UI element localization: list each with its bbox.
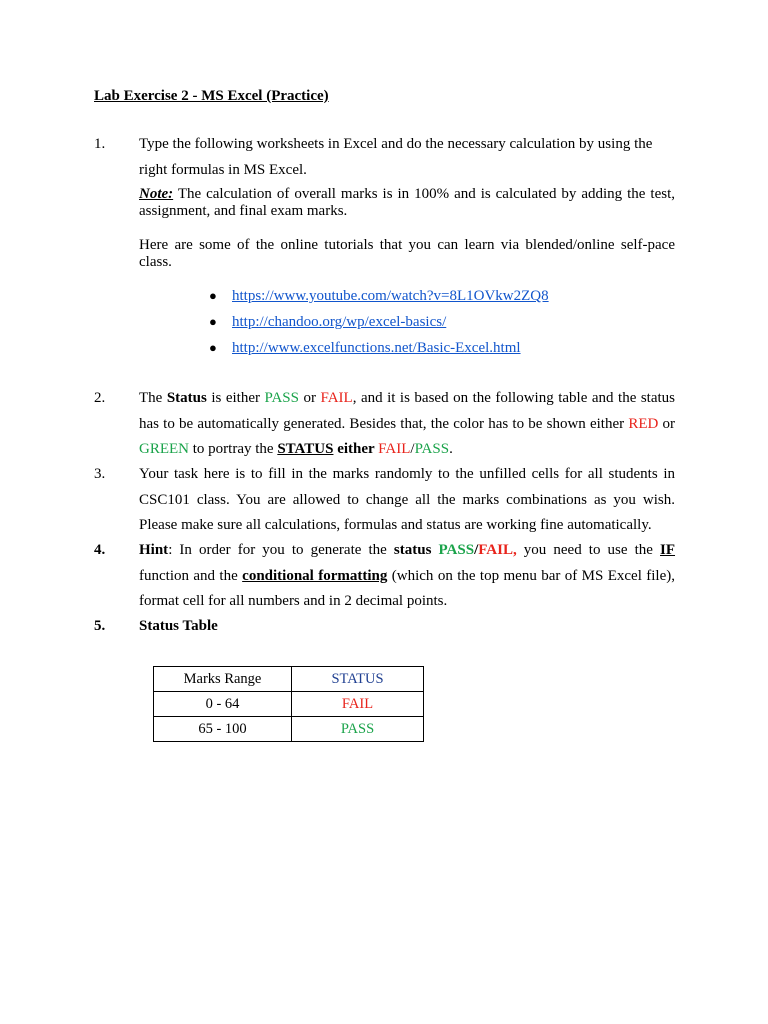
bullet-icon: ● — [209, 288, 217, 303]
item-1-line-1: Type the following worksheets in Excel and do the necessary calculation by using the — [139, 136, 653, 152]
table-header-row — [154, 667, 424, 692]
item-2-text-part: or — [298, 390, 321, 406]
item-5-number: 5. — [94, 618, 106, 634]
note-label: Note: — [139, 186, 174, 202]
cell-range: 65 - 100 — [154, 717, 292, 742]
page-title: Lab Exercise 2 - MS Excel (Practice) — [94, 88, 329, 104]
item-4-text — [139, 538, 675, 615]
item-1-note — [139, 186, 675, 220]
table-row — [154, 692, 424, 717]
item-5-label: Status Table — [139, 618, 218, 634]
cell-range: 0 - 64 — [154, 692, 292, 717]
item-2-number: 2. — [94, 390, 106, 406]
slash: / — [410, 441, 415, 457]
item-4-text-part: you need to use the — [516, 542, 661, 558]
red-word: RED — [628, 415, 659, 432]
tutorial-link-excelfunctions[interactable]: http://www.excelfunctions.net/Basic-Excel.html — [232, 340, 521, 356]
item-1-line-2: right formulas in MS Excel. — [139, 161, 307, 178]
item-3-number: 3. — [94, 466, 106, 482]
item-1-number: 1. — [94, 136, 106, 152]
tutorial-link-youtube[interactable]: https://www.youtube.com/watch?v=8L1OVkw2ZQ8 — [232, 288, 549, 304]
item-2-text-part: is either — [206, 390, 265, 406]
item-2-text — [139, 386, 675, 463]
if-word: IF — [660, 542, 676, 558]
item-2-text-part: or — [658, 415, 675, 432]
slash: / — [474, 542, 479, 558]
green-word: GREEN — [139, 441, 189, 457]
cell-status-fail: FAIL — [292, 692, 424, 717]
item-2-text-part: The — [139, 390, 167, 406]
item-2-text-part: , and it is based on the following table and the status has to be automatically generated. Besides that, the color has to be shown either — [139, 390, 676, 432]
item-1-text — [139, 132, 675, 183]
bullet-icon: ● — [209, 340, 217, 355]
cell-status-pass: PASS — [292, 717, 424, 742]
status-caps-word: STATUS — [277, 441, 334, 457]
item-4-text-part: function and the — [139, 567, 243, 584]
item-3-text: Your task here is to fill in the marks randomly to the unfilled cells for all students in CSC101 class. You are allowed to change all the marks combinations as you wish. Please make sure all calculations, formulas and status are working fine automatically. — [139, 466, 675, 533]
pass-word: PASS — [414, 441, 450, 457]
item-4-number: 4. — [94, 542, 106, 558]
header-status: STATUS — [292, 667, 424, 692]
fail-word: FAIL — [320, 390, 353, 406]
status-word: status — [393, 542, 432, 558]
item-1-tutorials: Here are some of the online tutorials that you can learn via blended/online self-pace class. — [139, 237, 675, 270]
conditional-formatting-word: conditional formatting — [242, 567, 388, 584]
bullet-icon: ● — [209, 314, 217, 329]
item-4-text-part: (which on the top menu bar of MS Excel file), format cell for all numbers and in 2 decimal points. — [139, 567, 675, 609]
pass-word: PASS — [438, 542, 475, 558]
note-text: The calculation of overall marks is in 100% and is calculated by adding the test, assignment, and final exam marks. — [139, 186, 675, 219]
period: . — [449, 441, 453, 457]
header-marks-range: Marks Range — [154, 667, 292, 692]
item-2-text-part: to portray the — [189, 441, 278, 457]
status-word: Status — [166, 390, 207, 406]
fail-word: FAIL — [378, 441, 411, 457]
table-row — [154, 717, 424, 742]
status-table — [153, 666, 424, 742]
pass-word: PASS — [264, 390, 299, 406]
item-4-text-part: : In order for you to generate the — [168, 542, 394, 558]
fail-word: FAIL, — [478, 542, 517, 558]
either-word: either — [333, 441, 379, 457]
tutorial-link-chandoo[interactable]: http://chandoo.org/wp/excel-basics/ — [232, 314, 447, 330]
hint-label: Hint — [139, 542, 169, 558]
